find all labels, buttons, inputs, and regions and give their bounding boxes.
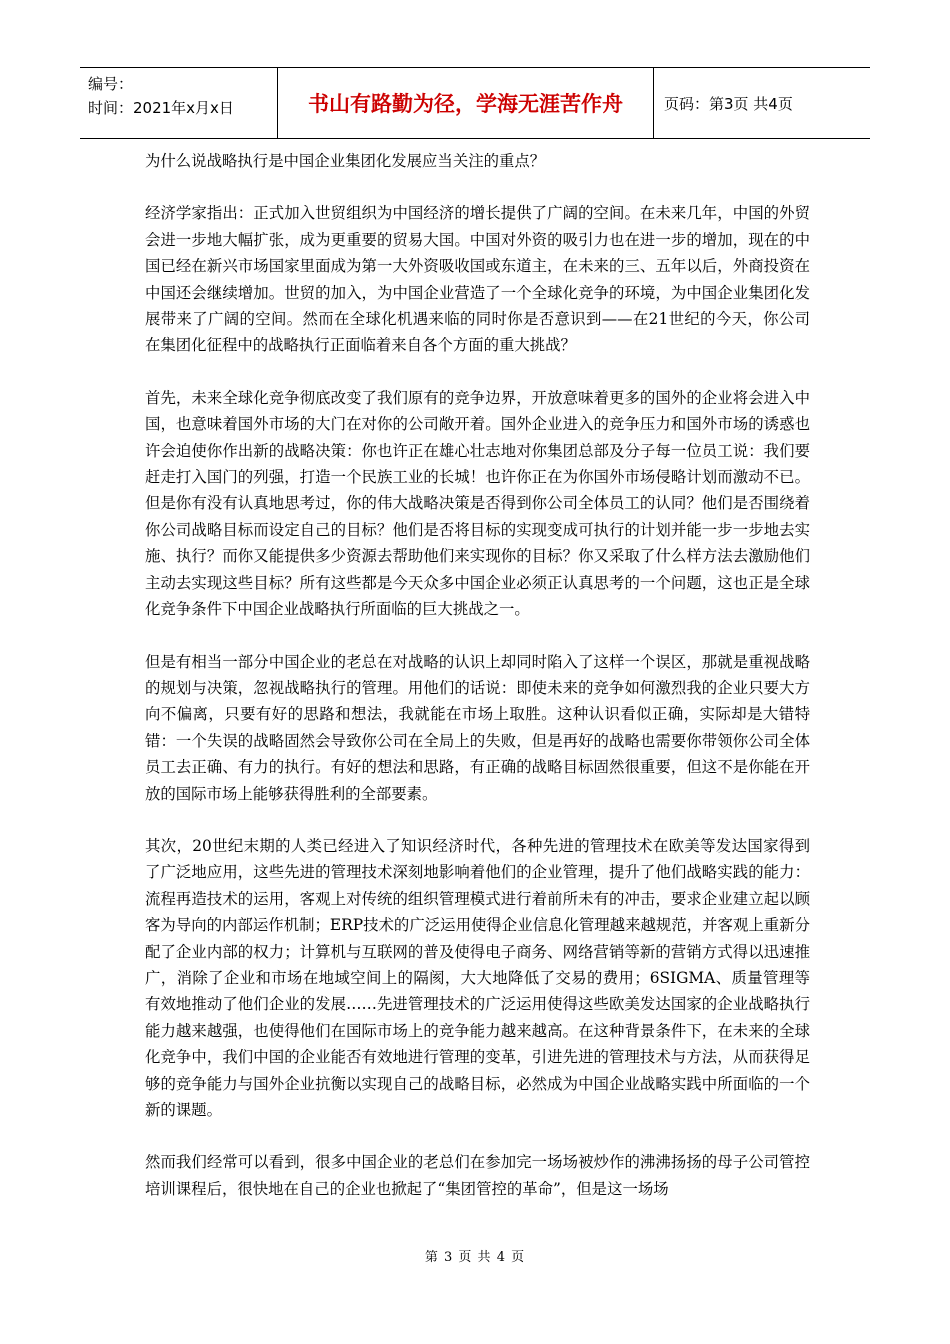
page-footer: 第 3 页 共 4 页 xyxy=(424,1250,526,1265)
paragraph: 首先，未来全球化竞争彻底改变了我们原有的竞争边界，开放意味着更多的国外的企业将会进入中国，也意味着国外市场的大门在对你的公司敞开着。国外企业进入的竞争压力和国外市场的诱惑也许会迫使你作出新的战略决策：你也许正在雄心壮志地对你集团总部及分子每一位员工说：我们要赶走打入国门的列强，打造一个民族工业的长城！也许你正在为你国外市场侵略计划而激动不已。但是你有没有认真地思考过，你的伟大战略决策是否得到你公司全体员工的认同？他们是否围绕着你公司战略目标而设定自己的目标？他们是否将目标的实现变成可执行的计划并能一步一步地去实施、执行？而你又能提供多少资源去帮助他们来实现你的目标？你又采取了什么样方法去激励他们主动去实现这些目标？所有这些都是今天众多中国企业必须正认真思考的一个问题，这也正是全球化竞争条件下中国企业战略执行所面临的巨大挑战之一。 xyxy=(145,388,810,619)
document-header xyxy=(80,67,870,139)
date-label: 时间：2021年x月x日 xyxy=(88,99,234,117)
header-page-info: 页码：第3页 共4页 xyxy=(664,94,793,113)
header-meta xyxy=(80,68,278,138)
paragraph: 然而我们经常可以看到，很多中国企业的老总们在参加完一场场被炒作的沸沸扬扬的母子公司管控培训课程后，很快地在自己的企业也掀起了“集团管控的革命”，但是这一场场 xyxy=(145,1153,810,1198)
paragraph-question: 为什么说战略执行是中国企业集团化发展应当关注的重点？ xyxy=(145,152,546,170)
paragraph: 其次，20世纪末期的人类已经进入了知识经济时代，各种先进的管理技术在欧美等发达国家得到了广泛地应用，这些先进的管理技术深刻地影响着他们的企业管理，提升了他们战略实践的能力：流程再造技术的运用，客观上对传统的组织管理模式进行着前所未有的冲击，要求企业建立起以顾客为导向的内部运作机制；ERP技术的广泛运用使得企业信息化管理越来越规范，并客观上重新分配了企业内部的权力；计算机与互联网的普及使得电子商务、网络营销等新的营销方式得以迅速推广，消除了企业和市场在地域空间上的隔阂，大大地降低了交易的费用；6SIGMA、质量管理等有效地推动了他们企业的发展……先进管理技术的广泛运用使得这些欧美发达国家的企业战略执行能力越来越强，也使得他们在国际市场上的竞争能力越来越高。在这种背景条件下，在未来的全球化竞争中，我们中国的企业能否有效地进行管理的变革，引进先进的管理技术与方法，从而获得足够的竞争能力与国外企业抗衡以实现自己的战略目标，必然成为中国企业战略实践中所面临的一个新的课题。 xyxy=(145,836,810,1119)
header-motto: 书山有路勤为径，学海无涯苦作舟 xyxy=(278,68,654,138)
document-body xyxy=(145,148,810,1228)
number-label: 编号： xyxy=(88,75,134,93)
paragraph: 经济学家指出：正式加入世贸组织为中国经济的增长提供了广阔的空间。在未来几年，中国的外贸会进一步地大幅扩张，成为更重要的贸易大国。中国对外资的吸引力也在进一步的增加，现在的中国已经在新兴市场国家里面成为第一大外资吸收国或东道主，在未来的三、五年以后，外商投资在中国还会继续增加。世贸的加入，为中国企业营造了一个全球化竞争的环境，为中国企业集团化发展带来了广阔的空间。然而在全球化机遇来临的同时你是否意识到——在21世纪的今天，你公司在集团化征程中的战略执行正面临着来自各个方面的重大挑战？ xyxy=(145,204,810,355)
paragraph: 但是有相当一部分中国企业的老总在对战略的认识上却同时陷入了这样一个误区，那就是重视战略的规划与决策，忽视战略执行的管理。用他们的话说：即使未来的竞争如何激烈我的企业只要大方向不偏离，只要有好的思路和想法，我就能在市场上取胜。这种认识看似正确，实际却是大错特错：一个失误的战略固然会导致你公司在全局上的失败，但是再好的战略也需要你带领你公司全体员工去正确、有力的执行。有好的想法和思路，有正确的战略目标固然很重要，但这不是你能在开放的国际市场上能够获得胜利的全部要素。 xyxy=(145,652,810,803)
